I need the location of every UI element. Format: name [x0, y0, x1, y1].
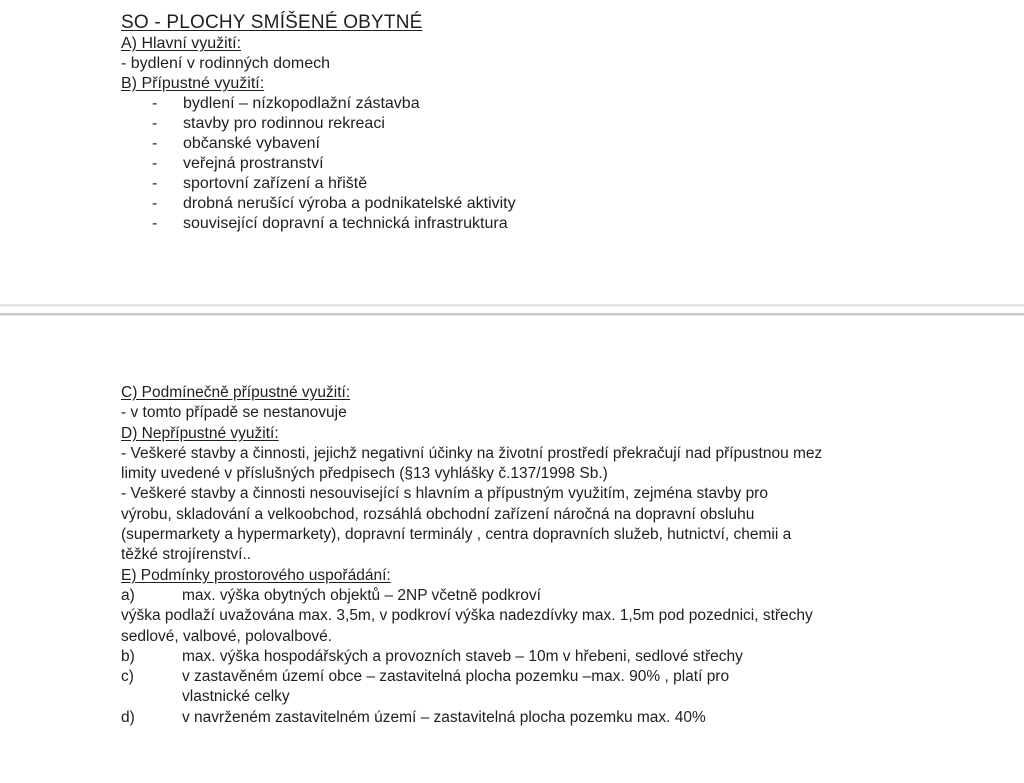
dash-bullet-icon: - — [152, 215, 158, 232]
main-use-line: - bydlení v rodinných domech — [121, 55, 330, 72]
item-letter: d) — [121, 708, 135, 726]
dash-bullet-icon: - — [152, 135, 158, 152]
list-item-label: bydlení – nízkopodlažní zástavba — [183, 95, 420, 112]
list-item — [121, 154, 516, 174]
spatial-item-a — [121, 586, 822, 606]
paragraph-line: - Veškeré stavby a činnosti nesouvisející s hlavním a přípustným využitím, zejména stavby pro — [121, 485, 768, 503]
item-text: sedlové, valbové, polovalbové. — [121, 627, 333, 645]
paragraph-line: těžké strojírenství.. — [121, 546, 252, 564]
heading-permitted-use: B) Přípustné využití: — [121, 75, 265, 92]
spatial-item-d — [121, 708, 822, 728]
page-edge-line-bottom — [0, 313, 1024, 316]
permitted-use-list — [121, 94, 516, 234]
list-item-label: drobná nerušící výroba a podnikatelské aktivity — [183, 195, 516, 212]
list-item-label: občanské vybavení — [183, 135, 320, 152]
page-edge-line-top — [0, 304, 1024, 307]
heading-spatial-conditions: E) Podmínky prostorového uspořádání: — [121, 566, 391, 584]
item-text: max. výška hospodářských a provozních staveb – 10m v hřebeni, sedlové střechy — [182, 647, 743, 665]
list-item — [121, 94, 516, 114]
item-text: výška podlaží uvažována max. 3,5m, v podkroví výška nadezdívky max. 1,5m pod pozednici, střechy — [121, 607, 813, 625]
spatial-item-c — [121, 667, 822, 687]
conditional-use-line: - v tomto případě se nestanovuje — [121, 404, 347, 422]
list-item — [121, 194, 516, 214]
spatial-item-b — [121, 647, 822, 667]
item-letter: b) — [121, 647, 135, 665]
list-item-label: veřejná prostranství — [183, 155, 324, 172]
item-text: v zastavěném území obce – zastavitelná plocha pozemku –max. 90% , platí pro — [182, 668, 730, 686]
dash-bullet-icon: - — [152, 95, 158, 112]
list-item-label: stavby pro rodinnou rekreaci — [183, 115, 385, 132]
list-item — [121, 174, 516, 194]
spatial-item-c-continuation — [121, 687, 822, 707]
item-text: vlastnické celky — [182, 688, 290, 706]
list-item-label: související dopravní a technická infrastruktura — [183, 215, 508, 232]
paragraph-line: (supermarkety a hypermarkety), dopravní terminály , centra dopravních služeb, hutnictví, chemii a — [121, 526, 792, 544]
section-conditions — [121, 383, 822, 728]
spatial-item-a-continuation — [121, 606, 822, 626]
item-letter: a) — [121, 586, 135, 604]
item-letter: c) — [121, 668, 134, 686]
paragraph-line: výrobu, skladování a velkoobchod, rozsáhlá obchodní zařízení náročná na dopravní obsluhu — [121, 505, 755, 523]
dash-bullet-icon: - — [152, 195, 158, 212]
list-item — [121, 134, 516, 154]
list-item-label: sportovní zařízení a hřiště — [183, 175, 368, 192]
paragraph-line: - Veškeré stavby a činnosti, jejichž negativní účinky na životní prostředí překračují nad přípustnou mez — [121, 444, 823, 462]
dash-bullet-icon: - — [152, 115, 158, 132]
item-text: max. výška obytných objektů – 2NP včetně podkroví — [182, 586, 541, 604]
spatial-conditions-list — [121, 586, 822, 728]
paragraph-line: limity uvedené v příslušných předpisech (§13 vyhlášky č.137/1998 Sb.) — [121, 465, 608, 483]
impermissible-use-paragraphs — [121, 444, 822, 566]
item-text: v navrženém zastavitelném území – zastavitelná plocha pozemku max. 40% — [182, 708, 706, 726]
section-main-permitted-use — [121, 12, 516, 234]
spatial-item-a-continuation — [121, 627, 822, 647]
page-title: SO - PLOCHY SMÍŠENÉ OBYTNÉ — [121, 12, 423, 33]
heading-impermissible-use: D) Nepřípustné využití: — [121, 424, 279, 442]
list-item — [121, 214, 516, 234]
heading-conditional-use: C) Podmínečně přípustné využití: — [121, 384, 351, 401]
dash-bullet-icon: - — [152, 155, 158, 172]
list-item — [121, 114, 516, 134]
dash-bullet-icon: - — [152, 175, 158, 192]
heading-main-use: A) Hlavní využití: — [121, 35, 242, 52]
